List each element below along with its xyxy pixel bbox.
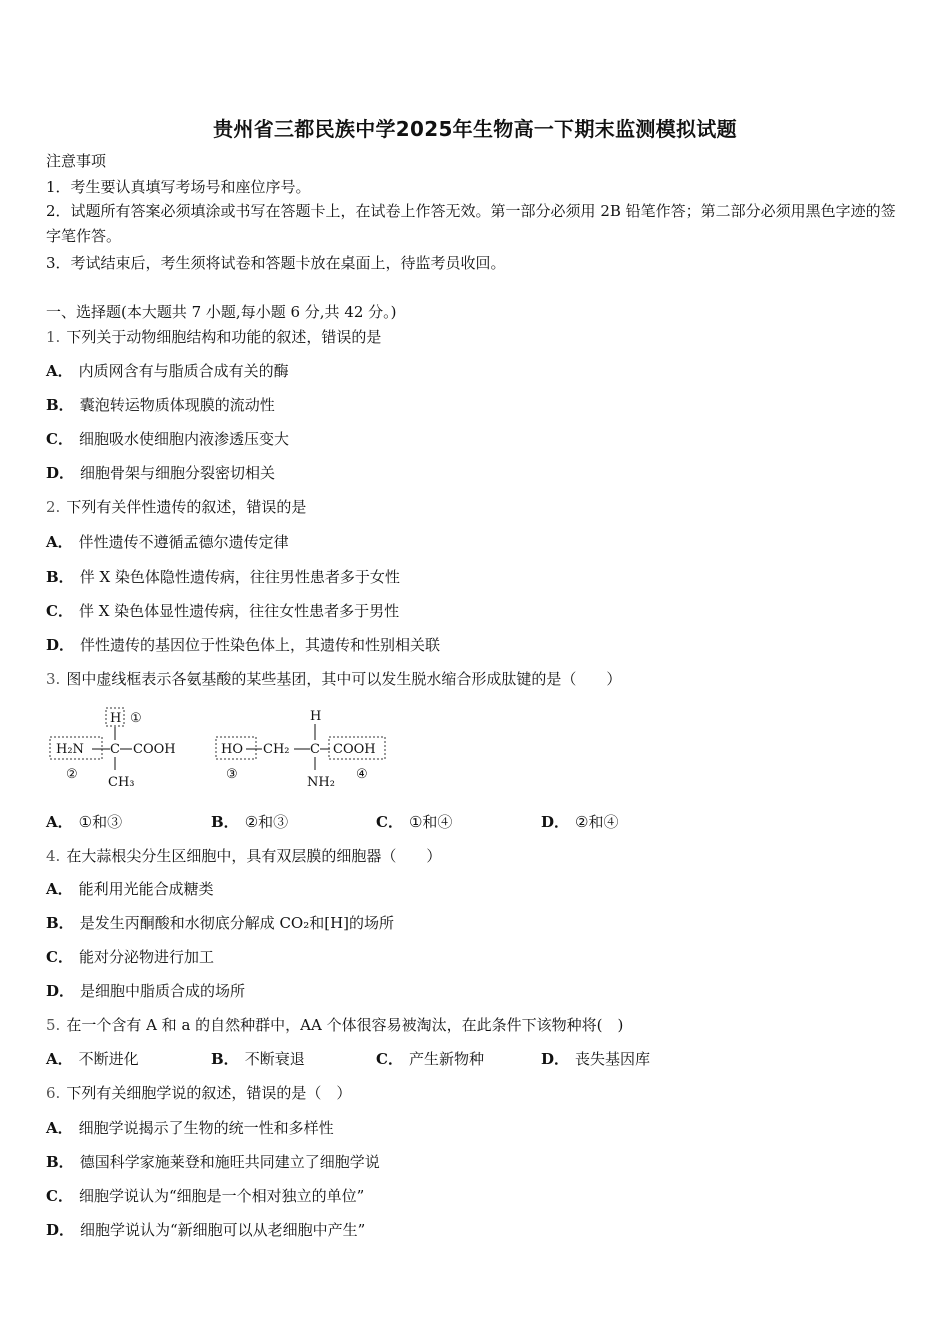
notice-heading: 注意事项 (46, 152, 107, 170)
option-text: 伴性遗传的基因位于性染色体上，其遗传和性别相关联 (80, 636, 441, 654)
option-label: D． (46, 636, 75, 654)
option-6d (46, 1219, 365, 1240)
question-4 (46, 845, 441, 866)
option-label: A． (46, 533, 73, 551)
question-1 (46, 326, 381, 347)
option-label: D． (541, 1050, 570, 1068)
option-3c (376, 811, 452, 832)
option-text: 伴 X 染色体显性遗传病，往往女性患者多于男性 (78, 602, 400, 620)
option-label: A． (46, 880, 73, 898)
group-ch3: CH₃ (108, 775, 135, 790)
option-5c (376, 1048, 484, 1069)
notice-item-1: 1．考生要认真填写考场号和座位序号。 (46, 178, 311, 196)
option-4c (46, 946, 214, 967)
option-5b (211, 1048, 305, 1069)
page-title: 贵州省三都民族中学2025年生物高一下期末监测模拟试题 (213, 117, 737, 141)
question-5 (46, 1014, 623, 1035)
question-text: 下列有关伴性遗传的叙述，错误的是 (66, 498, 307, 516)
option-label: B． (211, 813, 239, 831)
group-nh2: NH₂ (307, 775, 335, 790)
option-text: 是发生丙酮酸和水彻底分解成 CO₂和[H]的场所 (79, 914, 395, 932)
option-label: B． (211, 1050, 239, 1068)
group-h2n: H₂N (56, 742, 84, 757)
option-4d (46, 980, 245, 1001)
question-number: 6. (46, 1084, 61, 1102)
circle-label-1: ① (130, 711, 142, 726)
option-label: A． (46, 813, 73, 831)
option-label: B． (46, 914, 74, 932)
option-text: ②和④ (575, 813, 619, 831)
option-text: ①和③ (78, 813, 123, 831)
group-cooh: COOH (333, 742, 376, 757)
option-text: ①和④ (408, 813, 453, 831)
group-ch2: CH₂ (263, 742, 290, 757)
option-label: B． (46, 568, 74, 586)
question-number: 2. (46, 498, 61, 516)
option-label: B． (46, 1153, 74, 1171)
option-6a (46, 1117, 334, 1138)
atom-c: C (310, 742, 320, 757)
circle-label-4: ④ (356, 767, 368, 782)
option-text: 伴性遗传不遵循孟德尔遗传定律 (78, 533, 289, 551)
notice-item-2: 2．试题所有答案必须填涂或书写在答题卡上，在试卷上作答无效。第一部分必须用 2B 铅笔作答；第二部分必须用黑色字迹的签字笔作答。 (46, 202, 896, 245)
option-text: 伴 X 染色体隐性遗传病，往往男性患者多于女性 (79, 568, 400, 586)
option-text: 能对分泌物进行加工 (78, 948, 214, 966)
circle-label-3: ③ (226, 767, 238, 782)
option-text: 不断进化 (78, 1050, 139, 1068)
amino-acid-figure (44, 700, 404, 796)
option-label: A． (46, 362, 73, 380)
question-text: 在大蒜根尖分生区细胞中，具有双层膜的细胞器（ ） (66, 847, 442, 865)
option-text: 细胞学说揭示了生物的统一性和多样性 (78, 1119, 334, 1137)
option-4b (46, 912, 394, 933)
question-text: 在一个含有 A 和 a 的自然种群中，AA 个体很容易被淘汰，在此条件下该物种将( ) (66, 1016, 624, 1034)
option-label: D． (46, 464, 75, 482)
option-1d (46, 462, 275, 483)
circle-label-2: ② (66, 767, 78, 782)
option-label: C． (46, 430, 73, 448)
option-text: 细胞骨架与细胞分裂密切相关 (80, 464, 276, 482)
option-text: 细胞学说认为“新细胞可以从老细胞中产生” (80, 1221, 366, 1239)
option-text: 能利用光能合成糖类 (78, 880, 214, 898)
option-label: B． (46, 396, 74, 414)
option-label: D． (541, 813, 570, 831)
option-2a (46, 531, 289, 552)
atom-h: H (110, 711, 122, 726)
atom-c: C (110, 742, 120, 757)
atom-h: H (310, 709, 322, 724)
option-3a (46, 811, 122, 832)
option-text: 产生新物种 (408, 1050, 484, 1068)
option-label: C． (46, 1187, 73, 1205)
group-cooh: COOH (133, 742, 176, 757)
question-text: 图中虚线框表示各氨基酸的某些基团，其中可以发生脱水缩合形成肽键的是（ ） (66, 670, 622, 688)
option-6c (46, 1185, 364, 1206)
option-5d (541, 1048, 650, 1069)
group-ho: HO (221, 742, 243, 757)
option-5a (46, 1048, 139, 1069)
option-1a (46, 360, 289, 381)
option-6b (46, 1151, 380, 1172)
option-text: 细胞吸水使细胞内液渗透压变大 (78, 430, 289, 448)
question-number: 3. (46, 670, 61, 688)
option-label: D． (46, 982, 75, 1000)
question-number: 1. (46, 328, 61, 346)
option-label: A． (46, 1050, 73, 1068)
question-number: 5. (46, 1016, 61, 1034)
option-label: C． (376, 1050, 403, 1068)
option-label: A． (46, 1119, 73, 1137)
question-text: 下列关于动物细胞结构和功能的叙述，错误的是 (66, 328, 382, 346)
question-text: 下列有关细胞学说的叙述，错误的是（ ） (66, 1084, 352, 1102)
option-text: 是细胞中脂质合成的场所 (80, 982, 246, 1000)
option-1b (46, 394, 275, 415)
option-3b (211, 811, 288, 832)
option-label: C． (46, 602, 73, 620)
option-4a (46, 878, 214, 899)
option-2d (46, 634, 440, 655)
option-label: C． (46, 948, 73, 966)
option-2c (46, 600, 399, 621)
option-3d (541, 811, 618, 832)
option-text: 囊泡转运物质体现膜的流动性 (79, 396, 275, 414)
option-text: ②和③ (244, 813, 289, 831)
option-label: D． (46, 1221, 75, 1239)
question-3 (46, 668, 621, 689)
section-heading: 一、选择题(本大题共 7 小题,每小题 6 分,共 42 分。) (46, 303, 397, 321)
option-text: 丧失基因库 (575, 1050, 651, 1068)
option-1c (46, 428, 289, 449)
option-text: 内质网含有与脂质合成有关的酶 (78, 362, 289, 380)
option-text: 不断衰退 (244, 1050, 305, 1068)
option-2b (46, 566, 400, 587)
question-2 (46, 496, 306, 517)
option-label: C． (376, 813, 403, 831)
question-6 (46, 1082, 351, 1103)
notice-item-3: 3．考试结束后，考生须将试卷和答题卡放在桌面上，待监考员收回。 (46, 254, 506, 272)
question-number: 4. (46, 847, 61, 865)
option-text: 细胞学说认为“细胞是一个相对独立的单位” (78, 1187, 365, 1205)
option-text: 德国科学家施莱登和施旺共同建立了细胞学说 (79, 1153, 380, 1171)
